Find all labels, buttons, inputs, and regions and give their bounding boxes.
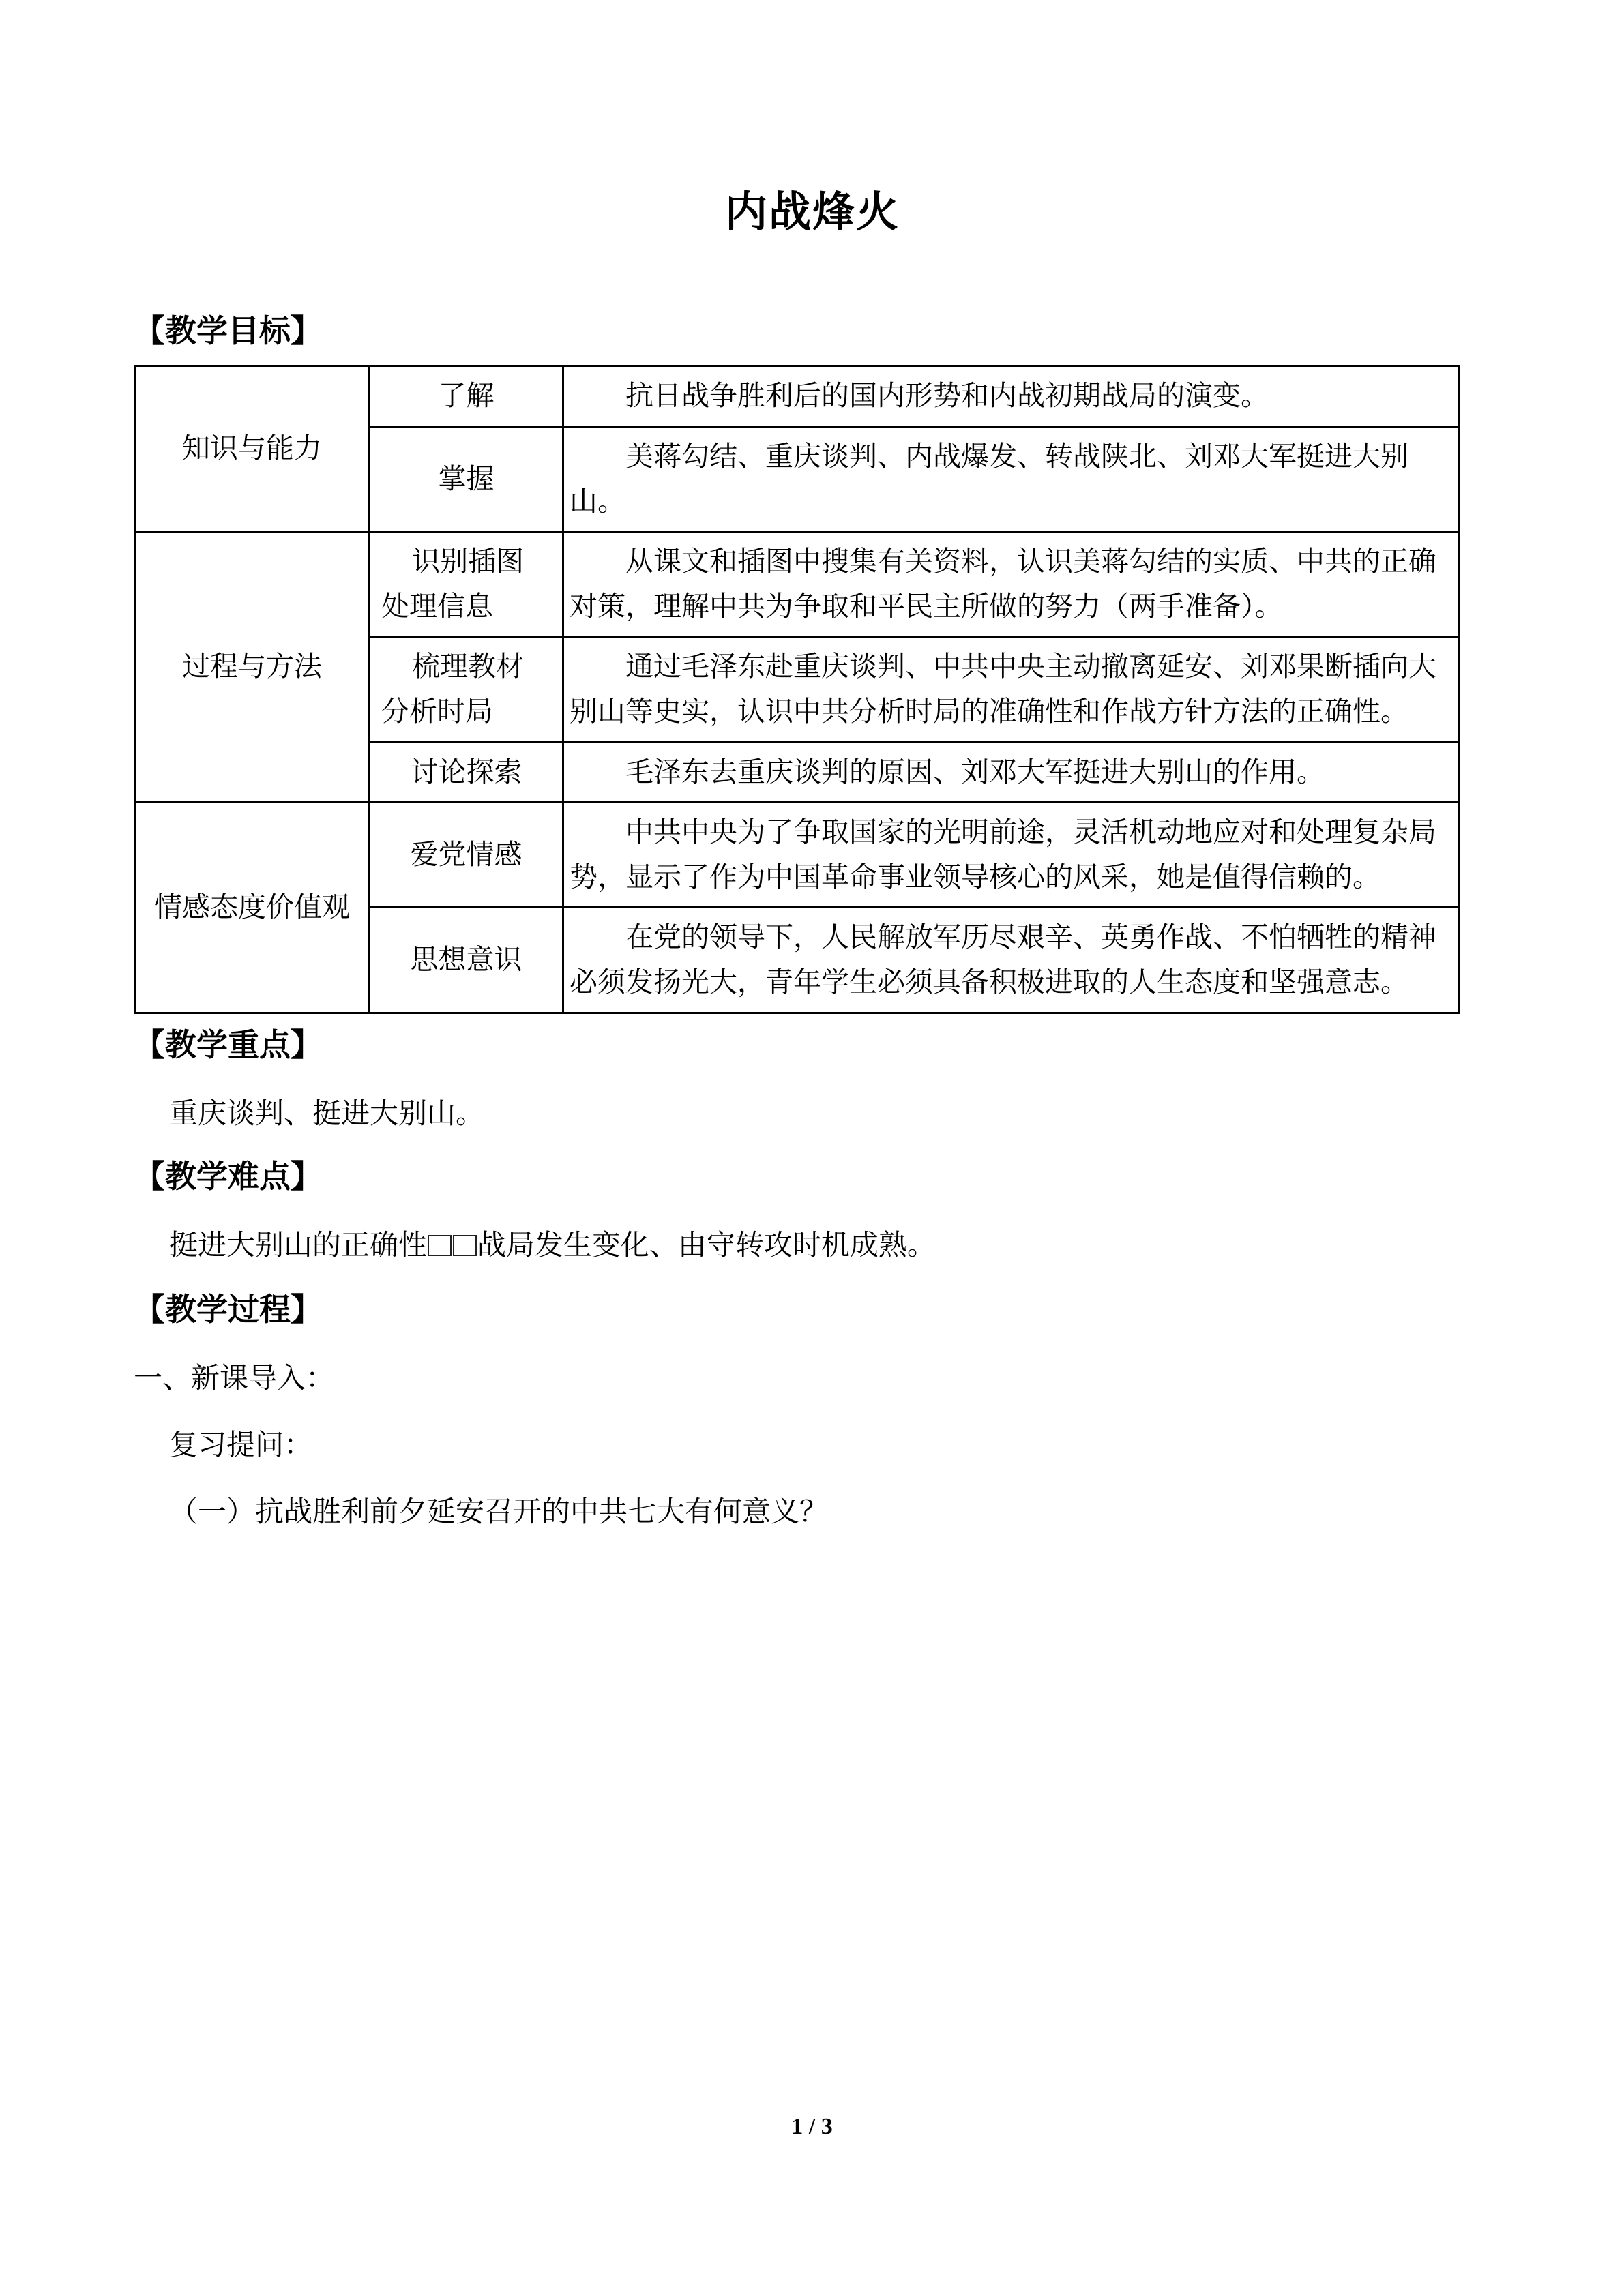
goal-sub-line-2: 处理信息 — [381, 590, 493, 622]
goal-sub-master: 掌握 — [370, 426, 563, 531]
goal-desc-cell — [563, 803, 1459, 908]
table-row — [135, 366, 1459, 427]
goal-sub-organize-materials — [370, 637, 563, 742]
goal-sub-identify-illustrations — [370, 532, 563, 637]
difficulties-body — [134, 1202, 1491, 1273]
teaching-goals-table — [134, 365, 1460, 1013]
goal-desc-text: 美蒋勾结、重庆谈判、内战爆发、转战陕北、刘邓大军挺进大别山。 — [570, 440, 1408, 517]
goal-desc-cell — [563, 742, 1459, 803]
process-item-new-lesson-intro: 一、新课导入： — [134, 1363, 335, 1395]
difficulties-text-before: 挺进大别山的正确性 — [169, 1229, 428, 1262]
goal-desc-cell — [563, 532, 1459, 637]
goal-sub-ideology: 思想意识 — [370, 908, 563, 1013]
goal-desc-text: 在党的领导下，人民解放军历尽艰辛、英勇作战、不怕牺牲的精神必须发扬光大，青年学生必须具备积极进取的人生态度和坚强意志。 — [570, 921, 1436, 998]
goal-desc-text: 通过毛泽东赴重庆谈判、中共中央主动撤离延安、刘邓果断插向大别山等史实，认识中共分析时局的准确性和作战方针方法的正确性。 — [570, 651, 1436, 727]
goal-category-emotion-values: 情感态度价值观 — [135, 803, 370, 1013]
missing-glyph-box-icon — [453, 1235, 477, 1256]
goal-sub-line-1: 识别插图 — [412, 546, 525, 578]
page-content — [134, 0, 1491, 1536]
goal-sub-understand: 了解 — [370, 366, 563, 427]
goal-desc-text: 毛泽东去重庆谈判的原因、刘邓大军挺进大别山的作用。 — [625, 756, 1325, 788]
heading-key-points: 【教学重点】 — [134, 1027, 322, 1062]
difficulties-text-after: 战局发生变化、由守转攻时机成熟。 — [477, 1229, 936, 1262]
heading-teaching-process: 【教学过程】 — [134, 1292, 322, 1327]
goal-desc-cell — [563, 637, 1459, 742]
table-row — [135, 803, 1459, 908]
key-points-body: 重庆谈判、挺进大别山。 — [169, 1098, 485, 1130]
goal-category-process: 过程与方法 — [135, 532, 370, 803]
table-row — [135, 532, 1459, 637]
process-question-1: （一）抗战胜利前夕延安召开的中共七大有何意义？ — [169, 1497, 829, 1529]
goal-desc-text: 抗日战争胜利后的国内形势和内战初期战局的演变。 — [625, 380, 1269, 412]
heading-difficulties: 【教学难点】 — [134, 1159, 322, 1194]
goal-sub-line-2: 分析时局 — [381, 695, 493, 727]
goal-sub-discuss-explore: 讨论探索 — [370, 742, 563, 803]
goal-category-knowledge: 知识与能力 — [135, 366, 370, 532]
goal-desc-text: 中共中央为了争取国家的光明前途，灵活机动地应对和处理复杂局势，显示了作为中国革命事业领导核心的风采，她是值得信赖的。 — [570, 816, 1436, 893]
page-footer: 1 / 3 — [791, 2114, 833, 2139]
goal-desc-cell — [563, 908, 1459, 1013]
goal-sub-party-affection: 爱党情感 — [370, 803, 563, 908]
goal-sub-line-1: 梳理教材 — [412, 651, 525, 683]
goal-desc-cell — [563, 426, 1459, 531]
goal-desc-cell — [563, 366, 1459, 427]
goal-desc-text: 从课文和插图中搜集有关资料，认识美蒋勾结的实质、中共的正确对策，理解中共为争取和平民主所做的努力（两手准备）。 — [570, 546, 1436, 622]
heading-teaching-goals: 【教学目标】 — [134, 314, 322, 349]
page-title: 内战烽火 — [724, 190, 900, 236]
process-review-prompt: 复习提问： — [169, 1430, 313, 1462]
missing-glyph-box-icon — [428, 1235, 452, 1256]
